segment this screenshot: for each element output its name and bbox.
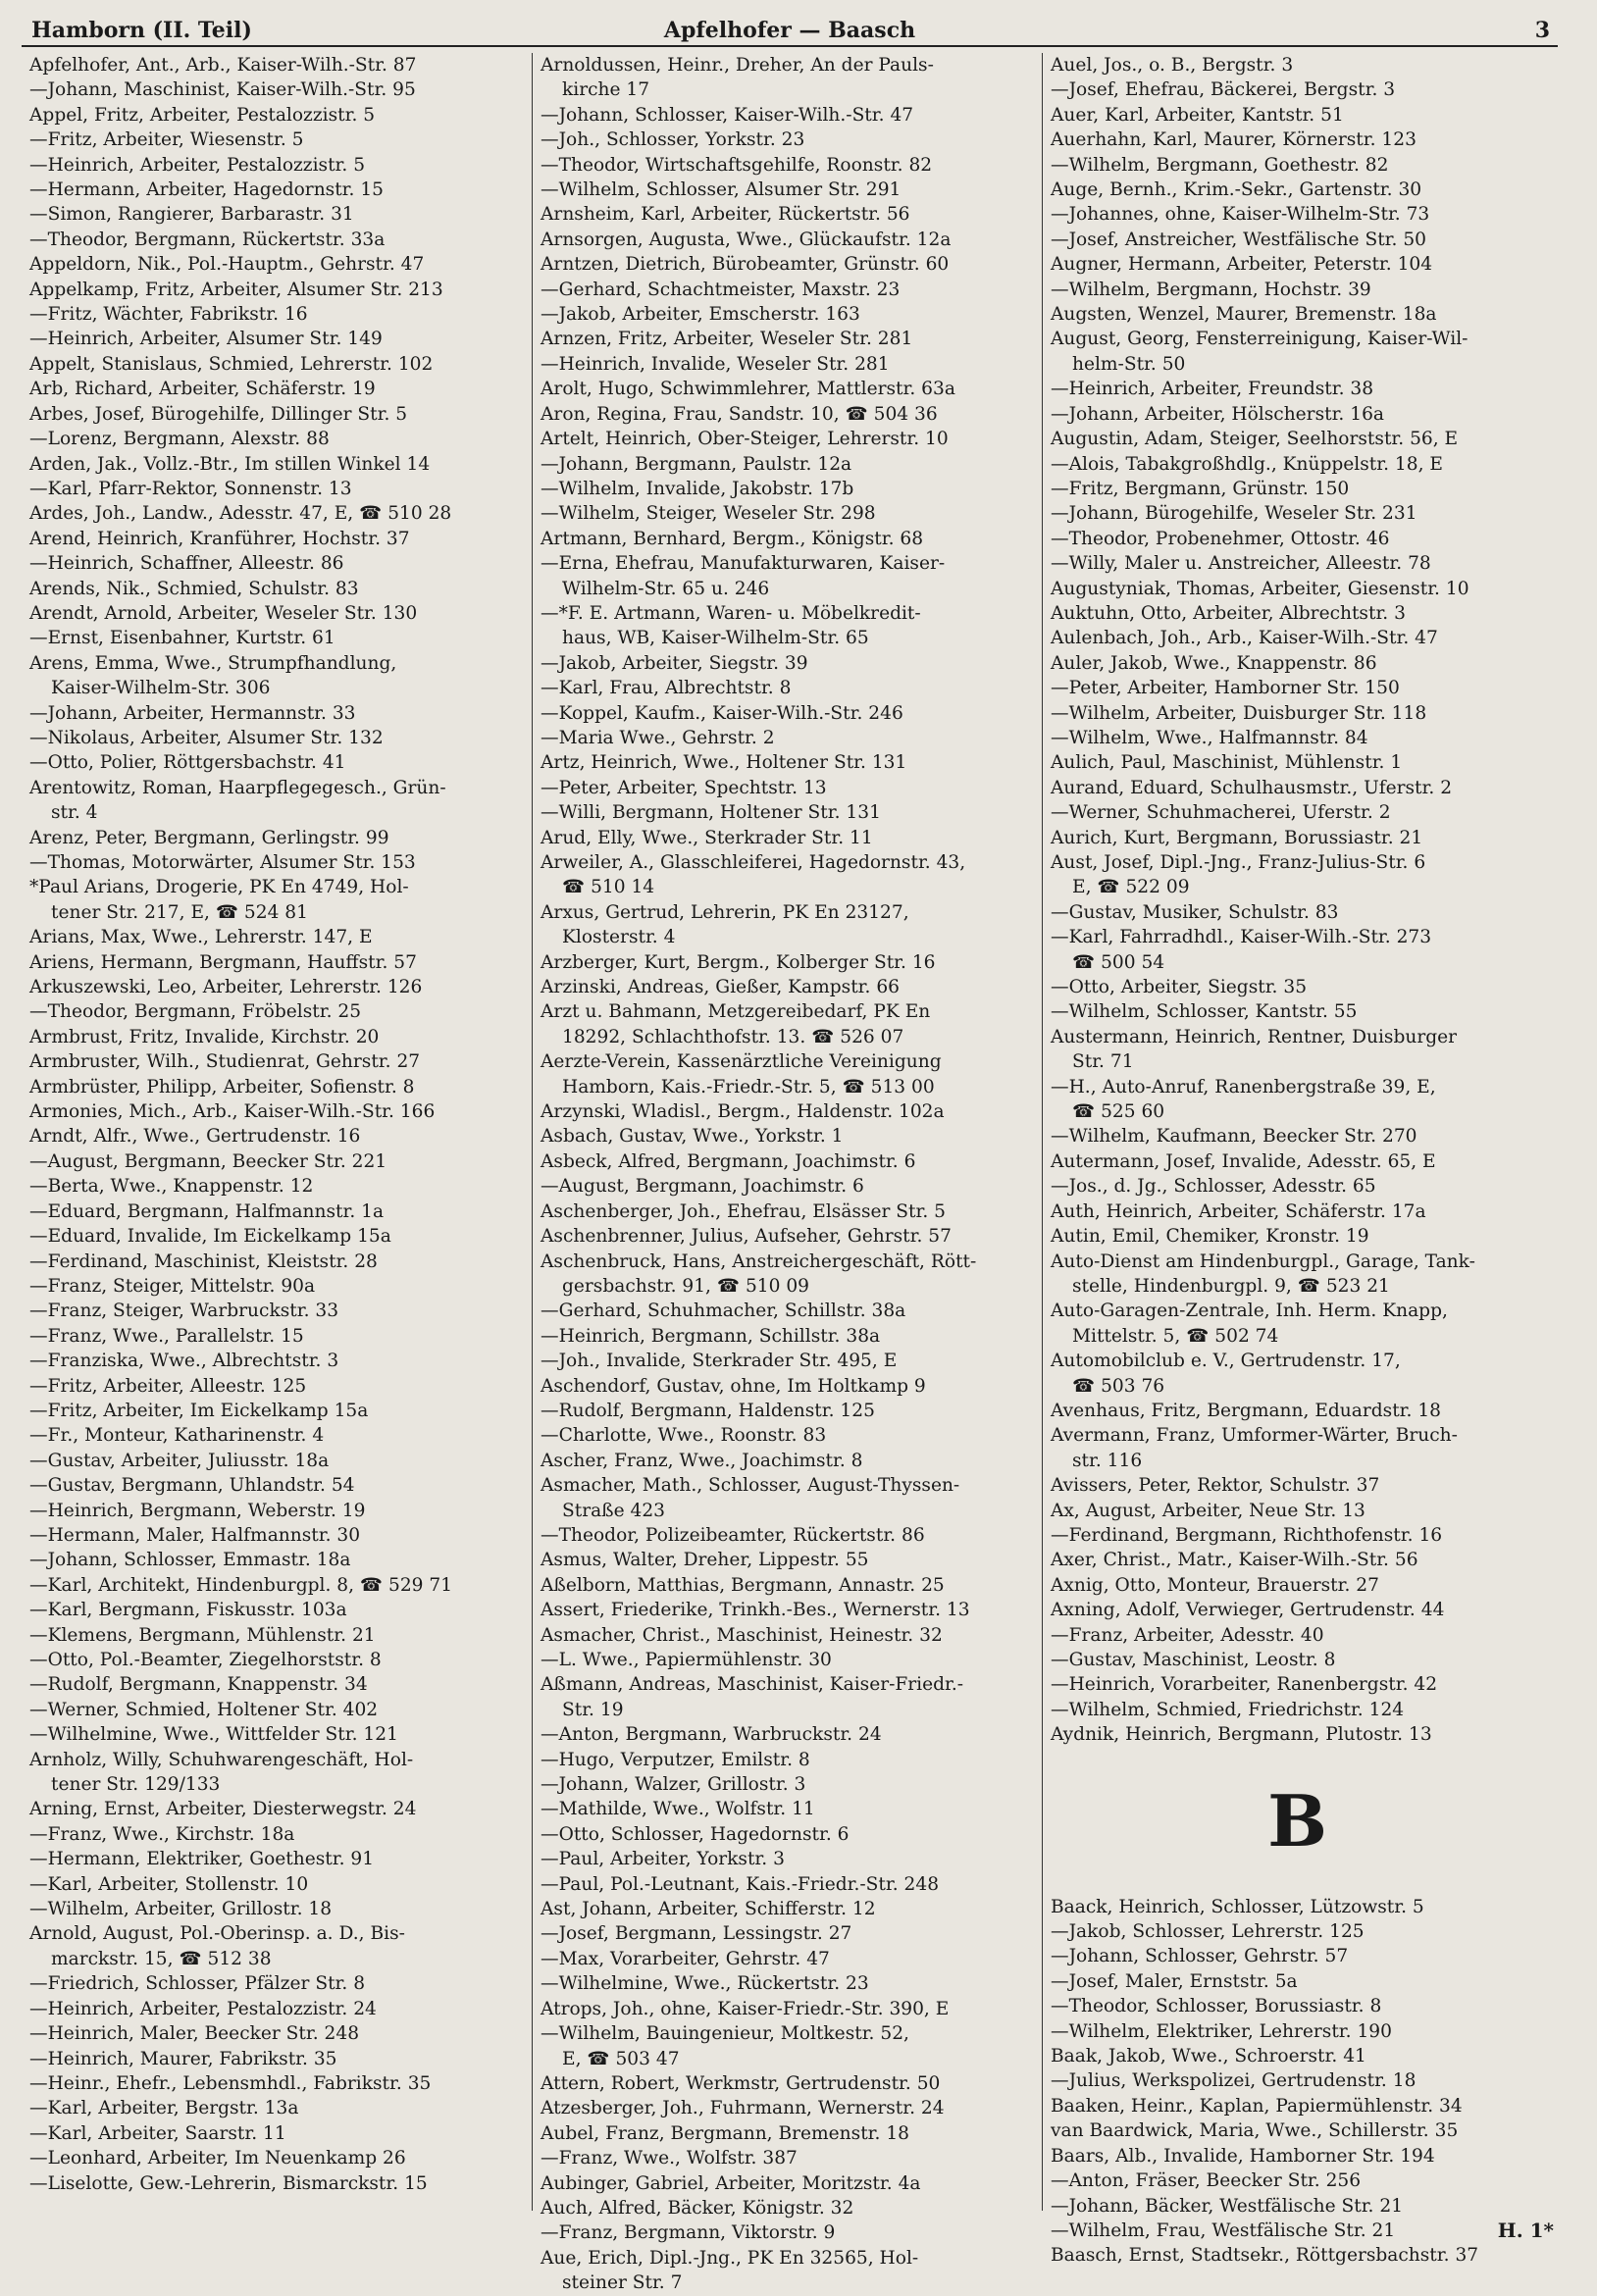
directory-entry: —Otto, Polier, Röttgersbachstr. 41 (29, 752, 346, 774)
directory-entry: Armbrust, Fritz, Invalide, Kirchstr. 20 (29, 1026, 380, 1047)
directory-entry: —Franz, Arbeiter, Adesstr. 40 (1051, 1624, 1324, 1646)
directory-entry: —Heinrich, Arbeiter, Pestalozzistr. 5 (29, 154, 366, 176)
column-3-a-section (1051, 53, 1544, 1748)
directory-entry: Appeldorn, Nik., Pol.-Hauptm., Gehrstr. 47 (29, 254, 425, 276)
directory-entry: Aschenbrenner, Julius, Aufseher, Gehrstr. 57 (541, 1226, 952, 1248)
directory-entry: —Johannes, ohne, Kaiser-Wilhelm-Str. 73 (1051, 204, 1430, 226)
directory-entry: —Wilhelm, Arbeiter, Duisburger Str. 118 (1051, 702, 1427, 724)
directory-entry: Asbach, Gustav, Wwe., Yorkstr. 1 (541, 1126, 844, 1148)
directory-entry: Auer, Karl, Arbeiter, Kantstr. 51 (1051, 104, 1344, 126)
entry-continuation: ☎ 500 54 (1072, 951, 1165, 973)
entry-continuation: tener Str. 217, E, ☎ 524 81 (51, 901, 308, 923)
directory-entry: Arnoldussen, Heinr., Dreher, An der Pauls- (541, 55, 934, 76)
directory-entry: —Franz, Wwe., Kirchstr. 18a (29, 1823, 295, 1845)
directory-entry: —Werner, Schmied, Holtener Str. 402 (29, 1699, 379, 1720)
entry-continuation: kirche 17 (562, 79, 650, 101)
directory-entry: Arendt, Arnold, Arbeiter, Weseler Str. 130 (29, 602, 418, 624)
directory-entry: —Gerhard, Schuhmacher, Schillstr. 38a (541, 1301, 906, 1322)
directory-entry: Aron, Regina, Frau, Sandstr. 10, ☎ 504 36 (541, 403, 938, 425)
directory-entry: —Ferdinand, Bergmann, Richthofenstr. 16 (1051, 1524, 1443, 1546)
directory-entry: —Friedrich, Schlosser, Pfälzer Str. 8 (29, 1973, 366, 1995)
directory-entry: —Thomas, Motorwärter, Alsumer Str. 153 (29, 852, 416, 873)
directory-entry: Arzinski, Andreas, Gießer, Kampstr. 66 (541, 977, 900, 998)
header-title: Apfelhofer — Baasch (663, 18, 916, 43)
directory-entry: Avermann, Franz, Umformer-Wärter, Bruch- (1051, 1425, 1458, 1447)
directory-entry: Aerzte-Verein, Kassenärztliche Vereinigung (541, 1051, 942, 1073)
directory-entry: —Karl, Arbeiter, Bergstr. 13a (29, 2098, 299, 2119)
directory-entry: Baak, Jakob, Wwe., Schroerstr. 41 (1051, 2046, 1366, 2067)
entry-continuation: Kaiser-Wilhelm-Str. 306 (51, 678, 271, 699)
directory-entry: —Theodor, Schlosser, Borussiastr. 8 (1051, 1996, 1382, 2017)
directory-entry: Avissers, Peter, Rektor, Schulstr. 37 (1051, 1475, 1380, 1497)
directory-entry: Appelkamp, Fritz, Arbeiter, Alsumer Str. 213 (29, 279, 443, 300)
directory-entry: Avenhaus, Fritz, Bergmann, Eduardstr. 18 (1051, 1400, 1441, 1421)
directory-entry: Arolt, Hugo, Schwimmlehrer, Mattlerstr. 63a (541, 379, 955, 400)
directory-entry: —Berta, Wwe., Knappenstr. 12 (29, 1176, 314, 1198)
directory-entry: —Wilhelm, Wwe., Halfmannstr. 84 (1051, 727, 1368, 748)
directory-entry: —Paul, Arbeiter, Yorkstr. 3 (541, 1849, 785, 1870)
directory-entry: Asmacher, Math., Schlosser, August-Thyssen- (541, 1475, 960, 1497)
page-header (22, 12, 1558, 47)
entry-continuation: haus, WB, Kaiser-Wilhelm-Str. 65 (562, 628, 869, 649)
directory-entry: —Wilhelm, Bergmann, Goethestr. 82 (1051, 154, 1389, 176)
directory-entry: —Franz, Steiger, Warbruckstr. 33 (29, 1301, 339, 1322)
directory-entry: —Franz, Bergmann, Viktorstr. 9 (541, 2222, 836, 2244)
page-footer-mark: H. 1* (1497, 2219, 1554, 2242)
directory-entry: Arnsheim, Karl, Arbeiter, Rückertstr. 56 (541, 204, 910, 226)
directory-entry: Arnholz, Willy, Schuhwarengeschäft, Hol- (29, 1749, 414, 1770)
directory-entry: —Theodor, Bergmann, Rückertstr. 33a (29, 229, 386, 250)
directory-entry: —Theodor, Probenehmer, Ottostr. 46 (1051, 528, 1390, 549)
directory-entry: Armonies, Mich., Arb., Kaiser-Wilh.-Str. 166 (29, 1101, 436, 1123)
directory-entry: Arians, Max, Wwe., Lehrerstr. 147, E (29, 927, 373, 948)
directory-entry: Aschenbruck, Hans, Anstreichergeschäft, Rött- (541, 1250, 977, 1272)
directory-entry: Aurich, Kurt, Bergmann, Borussiastr. 21 (1051, 827, 1423, 848)
directory-entry: —Heinrich, Bergmann, Schillstr. 38a (541, 1325, 881, 1347)
directory-entry: Armbruster, Wilh., Studienrat, Gehrstr. 27 (29, 1051, 421, 1073)
directory-entry: —Heinrich, Schaffner, Alleestr. 86 (29, 553, 344, 575)
directory-entry: Axnig, Otto, Monteur, Brauerstr. 27 (1051, 1574, 1379, 1596)
header-left: Hamborn (II. Teil) (31, 18, 252, 43)
directory-entry: —Franz, Steiger, Mittelstr. 90a (29, 1275, 316, 1297)
directory-entry: Arentowitz, Roman, Haarpflegegesch., Grün- (29, 777, 446, 798)
directory-entry: Appel, Fritz, Arbeiter, Pestalozzistr. 5 (29, 104, 376, 126)
directory-entry: Axning, Adolf, Verwieger, Gertrudenstr. 44 (1051, 1600, 1445, 1621)
directory-entry: —Gustav, Bergmann, Uhlandstr. 54 (29, 1475, 355, 1497)
directory-entry: Baasch, Ernst, Stadtsekr., Röttgersbachstr. 37 (1051, 2245, 1479, 2267)
directory-entry: —L. Wwe., Papiermühlenstr. 30 (541, 1650, 832, 1670)
directory-entry: —Anton, Bergmann, Warbruckstr. 24 (541, 1724, 882, 1746)
directory-entry: —Wilhelm, Frau, Westfälische Str. 21 (1051, 2219, 1396, 2241)
directory-entry: Auler, Jakob, Wwe., Knappenstr. 86 (1051, 652, 1377, 674)
directory-entry: —Joh., Schlosser, Yorkstr. 23 (541, 129, 805, 151)
directory-entry: —Wilhelm, Bauingenieur, Moltkestr. 52, (541, 2023, 909, 2045)
directory-entry: —*F. E. Artmann, Waren- u. Möbelkredit- (541, 602, 921, 624)
directory-entry: Asmacher, Christ., Maschinist, Heinestr. 32 (541, 1624, 943, 1646)
directory-entry: Arbes, Josef, Bürogehilfe, Dillinger Str. 5 (29, 403, 408, 425)
directory-entry: Arntzen, Dietrich, Bürobeamter, Grünstr. 60 (541, 254, 950, 276)
directory-entry: —Maria Wwe., Gehrstr. 2 (541, 727, 775, 748)
directory-entry: Arning, Ernst, Arbeiter, Diesterwegstr. 24 (29, 1799, 417, 1820)
directory-entry: *Paul Arians, Drogerie, PK En 4749, Hol- (29, 877, 409, 898)
section-letter-b: B (1267, 1778, 1327, 1862)
directory-entry: —Josef, Bergmann, Lessingstr. 27 (541, 1923, 852, 1945)
directory-entry: Augner, Hermann, Arbeiter, Peterstr. 104 (1051, 254, 1433, 276)
directory-entry: Arnzen, Fritz, Arbeiter, Weseler Str. 281 (541, 329, 913, 350)
directory-entry: —Johann, Bürogehilfe, Weseler Str. 231 (1051, 503, 1417, 525)
directory-entry: —Gustav, Musiker, Schulstr. 83 (1051, 901, 1339, 923)
directory-entry: —Josef, Ehefrau, Bäckerei, Bergstr. 3 (1051, 79, 1396, 101)
entry-continuation: str. 4 (51, 802, 98, 824)
directory-entry: —Peter, Arbeiter, Hamborner Str. 150 (1051, 678, 1400, 699)
entry-continuation: E, ☎ 503 47 (562, 2048, 680, 2069)
directory-entry: —Karl, Bergmann, Fiskusstr. 103a (29, 1600, 347, 1621)
directory-entry: —Johann, Schlosser, Emmastr. 18a (29, 1550, 351, 1571)
directory-entry: —Paul, Pol.-Leutnant, Kais.-Friedr.-Str. 248 (541, 1873, 940, 1895)
directory-entry: —Eduard, Bergmann, Halfmannstr. 1a (29, 1200, 385, 1222)
directory-entry: Arzynski, Wladisl., Bergm., Haldenstr. 102a (541, 1101, 945, 1123)
directory-entry: —Heinrich, Vorarbeiter, Ranenbergstr. 42 (1051, 1674, 1438, 1696)
entry-continuation: Klosterstr. 4 (562, 927, 676, 948)
directory-entry: —Koppel, Kaufm., Kaiser-Wilh.-Str. 246 (541, 702, 903, 724)
directory-entry: —Wilhelm, Invalide, Jakobstr. 17b (541, 478, 854, 499)
directory-entry: —Heinrich, Invalide, Weseler Str. 281 (541, 353, 890, 375)
directory-entry: Arnold, August, Pol.-Oberinsp. a. D., Bis- (29, 1923, 405, 1945)
directory-entry: —Heinrich, Arbeiter, Alsumer Str. 149 (29, 329, 383, 350)
directory-entry: Ax, August, Arbeiter, Neue Str. 13 (1051, 1500, 1365, 1521)
directory-entry: Aschendorf, Gustav, ohne, Im Holtkamp 9 (541, 1375, 926, 1397)
entry-continuation: 18292, Schlachthofstr. 13. ☎ 526 07 (562, 1026, 904, 1047)
directory-entry: Atrops, Joh., ohne, Kaiser-Friedr.-Str. 390, E (541, 1998, 950, 2019)
directory-entry: —Eduard, Invalide, Im Eickelkamp 15a (29, 1226, 391, 1248)
directory-entry: Aydnik, Heinrich, Bergmann, Plutostr. 13 (1051, 1724, 1432, 1746)
directory-entry: —Franz, Wwe., Parallelstr. 15 (29, 1325, 304, 1347)
directory-entry: —August, Bergmann, Joachimstr. 6 (541, 1176, 864, 1198)
directory-entry: —Heinrich, Arbeiter, Freundstr. 38 (1051, 379, 1374, 400)
directory-entry: Aust, Josef, Dipl.-Jng., Franz-Julius-Str. 6 (1051, 852, 1426, 873)
directory-entry: —Otto, Arbeiter, Siegstr. 35 (1051, 977, 1308, 998)
directory-entry: —Johann, Arbeiter, Hermannstr. 33 (29, 702, 356, 724)
directory-entry: Asbeck, Alfred, Bergmann, Joachimstr. 6 (541, 1150, 916, 1172)
directory-entry: —Josef, Maler, Ernststr. 5a (1051, 1970, 1298, 1992)
directory-entry: —Theodor, Bergmann, Fröbelstr. 25 (29, 1001, 362, 1023)
directory-entry: —Liselotte, Gew.-Lehrerin, Bismarckstr. 15 (29, 2172, 428, 2194)
directory-entry: —Jakob, Arbeiter, Emscherstr. 163 (541, 304, 860, 326)
directory-entry: Augustin, Adam, Steiger, Seelhorststr. 56, E (1051, 429, 1459, 450)
directory-entry: —Leonhard, Arbeiter, Im Neuenkamp 26 (29, 2148, 406, 2169)
directory-entry: —Karl, Arbeiter, Stollenstr. 10 (29, 1873, 309, 1895)
entry-continuation: stelle, Hindenburgpl. 9, ☎ 523 21 (1072, 1275, 1390, 1297)
directory-entry: Assert, Friederike, Trinkh.-Bes., Wernerstr. 13 (541, 1600, 970, 1621)
directory-entry: Aßelborn, Matthias, Bergmann, Annastr. 25 (541, 1574, 945, 1596)
directory-entry: —Ernst, Eisenbahner, Kurtstr. 61 (29, 628, 335, 649)
directory-entry: —Theodor, Wirtschaftsgehilfe, Roonstr. 82 (541, 154, 933, 176)
directory-entry: Aubel, Franz, Bergmann, Bremenstr. 18 (541, 2122, 909, 2144)
directory-entry: —Heinrich, Arbeiter, Pestalozzistr. 24 (29, 1998, 377, 2019)
directory-entry: Arens, Emma, Wwe., Strumpfhandlung, (29, 652, 397, 674)
directory-entry: Auerhahn, Karl, Maurer, Körnerstr. 123 (1051, 129, 1417, 151)
directory-entry: —Joh., Invalide, Sterkrader Str. 495, E (541, 1351, 898, 1372)
directory-entry: —Theodor, Polizeibeamter, Rückertstr. 86 (541, 1524, 925, 1546)
directory-entry: —Heinrich, Bergmann, Weberstr. 19 (29, 1500, 366, 1521)
directory-entry: —Nikolaus, Arbeiter, Alsumer Str. 132 (29, 727, 384, 748)
directory-entry: Artelt, Heinrich, Ober-Steiger, Lehrerstr. 10 (541, 429, 949, 450)
directory-entry: —Rudolf, Bergmann, Haldenstr. 125 (541, 1400, 875, 1421)
directory-entry: Arweiler, A., Glasschleiferei, Hagedornstr. 43, (541, 852, 966, 873)
directory-entry: Aulenbach, Joh., Arb., Kaiser-Wilh.-Str. 47 (1051, 628, 1438, 649)
directory-entry: Augustyniak, Thomas, Arbeiter, Giesenstr. 10 (1051, 578, 1469, 599)
entry-continuation: str. 116 (1072, 1450, 1143, 1471)
directory-entry: —Jakob, Schlosser, Lehrerstr. 125 (1051, 1921, 1365, 1943)
directory-entry: —Mathilde, Wwe., Wolfstr. 11 (541, 1799, 815, 1820)
directory-entry: —Johann, Bergmann, Paulstr. 12a (541, 453, 852, 475)
directory-entry: —Wilhelm, Kaufmann, Beecker Str. 270 (1051, 1126, 1417, 1148)
directory-entry: —Fritz, Bergmann, Grünstr. 150 (1051, 478, 1350, 499)
directory-entry: Baaken, Heinr., Kaplan, Papiermühlenstr. 34 (1051, 2095, 1463, 2117)
directory-entry: Autin, Emil, Chemiker, Kronstr. 19 (1051, 1226, 1369, 1248)
directory-entry: —Jakob, Arbeiter, Siegstr. 39 (541, 652, 808, 674)
directory-entry: Autermann, Josef, Invalide, Adesstr. 65, E (1051, 1150, 1436, 1172)
directory-entry: Arends, Nik., Schmied, Schulstr. 83 (29, 578, 359, 599)
directory-entry: Appelt, Stanislaus, Schmied, Lehrerstr. 102 (29, 353, 434, 375)
page-number: 3 (1534, 18, 1550, 43)
column-2 (532, 53, 1042, 2294)
directory-entry: Ast, Johann, Arbeiter, Schifferstr. 12 (541, 1899, 876, 1920)
directory-entry: —Wilhelm, Arbeiter, Grillostr. 18 (29, 1899, 333, 1920)
directory-entry: Aue, Erich, Dipl.-Jng., PK En 32565, Hol- (541, 2247, 919, 2269)
directory-entry: Aurand, Eduard, Schulhausmstr., Uferstr. 2 (1051, 777, 1453, 798)
directory-entry: Ascher, Franz, Wwe., Joachimstr. 8 (541, 1450, 863, 1471)
directory-entry: —Hermann, Maler, Halfmannstr. 30 (29, 1524, 361, 1546)
directory-entry: Automobilclub e. V., Gertrudenstr. 17, (1051, 1351, 1401, 1372)
directory-entry: —Ferdinand, Maschinist, Kleiststr. 28 (29, 1250, 378, 1272)
directory-entry: Baack, Heinrich, Schlosser, Lützowstr. 5 (1051, 1896, 1424, 1917)
directory-entry: Arden, Jak., Vollz.-Btr., Im stillen Winkel 14 (29, 453, 431, 475)
entry-continuation: marckstr. 15, ☎ 512 38 (51, 1948, 272, 1969)
directory-entry: —Josef, Anstreicher, Westfälische Str. 50 (1051, 229, 1426, 250)
directory-entry: Arenz, Peter, Bergmann, Gerlingstr. 99 (29, 827, 389, 848)
entry-continuation: ☎ 503 76 (1072, 1375, 1165, 1397)
directory-entry: —Werner, Schuhmacherei, Uferstr. 2 (1051, 802, 1391, 824)
directory-entry: —Jos., d. Jg., Schlosser, Adesstr. 65 (1051, 1176, 1376, 1198)
directory-entry: Auto-Garagen-Zentrale, Inh. Herm. Knapp, (1051, 1301, 1448, 1322)
directory-entry: Baars, Alb., Invalide, Hamborner Str. 194 (1051, 2145, 1435, 2167)
entry-continuation: E, ☎ 522 09 (1072, 877, 1190, 898)
directory-entry: —Wilhelm, Elektriker, Lehrerstr. 190 (1051, 2020, 1392, 2042)
directory-entry: —Karl, Fahrradhdl., Kaiser-Wilh.-Str. 273 (1051, 927, 1432, 948)
directory-entry: —Gustav, Arbeiter, Juliusstr. 18a (29, 1450, 330, 1471)
directory-entry: —Gerhard, Schachtmeister, Maxstr. 23 (541, 279, 901, 300)
directory-entry: —Franziska, Wwe., Albrechtstr. 3 (29, 1351, 339, 1372)
directory-entry: August, Georg, Fensterreinigung, Kaiser-Wil- (1051, 329, 1468, 350)
directory-entry: —Erna, Ehefrau, Manufakturwaren, Kaiser- (541, 553, 946, 575)
directory-entry: —Willy, Maler u. Anstreicher, Alleestr. 78 (1051, 553, 1431, 575)
directory-entry: —Fritz, Arbeiter, Alleestr. 125 (29, 1375, 307, 1397)
directory-entry: —Fritz, Arbeiter, Wiesenstr. 5 (29, 129, 304, 151)
directory-entry: —Otto, Schlosser, Hagedornstr. 6 (541, 1823, 850, 1845)
directory-entry: —H., Auto-Anruf, Ranenbergstraße 39, E, (1051, 1076, 1436, 1097)
directory-entry: —Johann, Maschinist, Kaiser-Wilh.-Str. 95 (29, 79, 416, 101)
entry-continuation: Str. 71 (1072, 1051, 1134, 1073)
directory-entry: —Willi, Bergmann, Holtener Str. 131 (541, 802, 881, 824)
entry-continuation: Mittelstr. 5, ☎ 502 74 (1072, 1325, 1279, 1347)
directory-entry: —Simon, Rangierer, Barbarastr. 31 (29, 204, 354, 226)
entry-continuation: gersbachstr. 91, ☎ 510 09 (562, 1275, 810, 1297)
directory-entry: —Heinrich, Maurer, Fabrikstr. 35 (29, 2048, 337, 2069)
directory-entry: —Johann, Bäcker, Westfälische Str. 21 (1051, 2195, 1404, 2217)
directory-entry: —Rudolf, Bergmann, Knappenstr. 34 (29, 1674, 368, 1696)
entry-continuation: ☎ 525 60 (1072, 1101, 1165, 1123)
directory-entry: —Wilhelm, Schmied, Friedrichstr. 124 (1051, 1699, 1405, 1720)
directory-entry: —Johann, Schlosser, Gehrstr. 57 (1051, 1946, 1349, 1967)
directory-entry: Aulich, Paul, Maschinist, Mühlenstr. 1 (1051, 752, 1403, 774)
entry-continuation: helm-Str. 50 (1072, 353, 1186, 375)
entry-continuation: Hamborn, Kais.-Friedr.-Str. 5, ☎ 513 00 (562, 1076, 935, 1097)
directory-entry: Auel, Jos., o. B., Bergstr. 3 (1051, 55, 1294, 76)
directory-entry: —Johann, Walzer, Grillostr. 3 (541, 1774, 806, 1796)
directory-entry: Axer, Christ., Matr., Kaiser-Wilh.-Str. 56 (1051, 1550, 1418, 1571)
directory-entry: Arkuszewski, Leo, Arbeiter, Lehrerstr. 126 (29, 977, 423, 998)
column-3-b-section (1051, 1895, 1544, 2269)
directory-entry: —Karl, Pfarr-Rektor, Sonnenstr. 13 (29, 478, 352, 499)
directory-entry: —Hermann, Arbeiter, Hagedornstr. 15 (29, 179, 385, 201)
directory-entry: —Fritz, Arbeiter, Im Eickelkamp 15a (29, 1400, 369, 1421)
directory-entry: Aschenberger, Joh., Ehefrau, Elsässer Str. 5 (541, 1200, 947, 1222)
directory-entry: Auch, Alfred, Bäcker, Königstr. 32 (541, 2197, 854, 2219)
directory-entry: —Klemens, Bergmann, Mühlenstr. 21 (29, 1624, 376, 1646)
directory-entry: Augsten, Wenzel, Maurer, Bremenstr. 18a (1051, 304, 1437, 326)
directory-entry: —Karl, Frau, Albrechtstr. 8 (541, 678, 792, 699)
directory-entry: —Johann, Schlosser, Kaiser-Wilh.-Str. 47 (541, 104, 914, 126)
directory-entry: —Hugo, Verputzer, Emilstr. 8 (541, 1749, 810, 1770)
directory-entry: Auth, Heinrich, Arbeiter, Schäferstr. 17a (1051, 1200, 1426, 1222)
directory-entry: —Karl, Architekt, Hindenburgpl. 8, ☎ 529 71 (29, 1574, 453, 1596)
directory-entry: —Peter, Arbeiter, Spechtstr. 13 (541, 777, 827, 798)
directory-entry: —Johann, Arbeiter, Hölscherstr. 16a (1051, 403, 1384, 425)
directory-entry: Arud, Elly, Wwe., Sterkrader Str. 11 (541, 827, 873, 848)
directory-entry: Arnsorgen, Augusta, Wwe., Glückaufstr. 12a (541, 229, 952, 250)
directory-entry: Arend, Heinrich, Kranführer, Hochstr. 37 (29, 528, 410, 549)
directory-entry: Artz, Heinrich, Wwe., Holtener Str. 131 (541, 752, 907, 774)
directory-entry: Auktuhn, Otto, Arbeiter, Albrechtstr. 3 (1051, 602, 1406, 624)
directory-entry: Auto-Dienst am Hindenburgpl., Garage, Tank- (1051, 1250, 1475, 1272)
entry-continuation: tener Str. 129/133 (51, 1774, 221, 1796)
directory-entry: Artmann, Bernhard, Bergm., Königstr. 68 (541, 528, 924, 549)
directory-entry: van Baardwick, Maria, Wwe., Schillerstr. 35 (1051, 2120, 1459, 2142)
directory-entry: Aßmann, Andreas, Maschinist, Kaiser-Friedr.- (541, 1674, 964, 1696)
directory-entry: —Franz, Wwe., Wolfstr. 387 (541, 2148, 798, 2169)
directory-entry: Arzberger, Kurt, Bergm., Kolberger Str. 16 (541, 951, 936, 973)
directory-entry: —Wilhelmine, Wwe., Wittfelder Str. 121 (29, 1724, 398, 1746)
directory-entry: —Fr., Monteur, Katharinenstr. 4 (29, 1425, 325, 1447)
entry-continuation: ☎ 510 14 (562, 877, 655, 898)
directory-entry: Atzesberger, Joh., Fuhrmann, Wernerstr. 24 (541, 2098, 945, 2119)
directory-entry: —Julius, Werkspolizei, Gertrudenstr. 18 (1051, 2070, 1417, 2092)
directory-entry: —Wilhelmine, Wwe., Rückertstr. 23 (541, 1973, 869, 1995)
directory-entry: —Wilhelm, Schlosser, Kantstr. 55 (1051, 1001, 1358, 1023)
directory-entry: —Heinrich, Maler, Beecker Str. 248 (29, 2023, 360, 2045)
directory-entry: Aubinger, Gabriel, Arbeiter, Moritzstr. 4a (541, 2172, 921, 2194)
directory-entry: —Karl, Arbeiter, Saarstr. 11 (29, 2122, 286, 2144)
entry-continuation: Straße 423 (562, 1500, 666, 1521)
directory-entry: —Charlotte, Wwe., Roonstr. 83 (541, 1425, 827, 1447)
directory-entry: —Max, Vorarbeiter, Gehrstr. 47 (541, 1948, 830, 1969)
entry-continuation: steiner Str. 7 (562, 2272, 683, 2294)
directory-entry: —Lorenz, Bergmann, Alexstr. 88 (29, 429, 330, 450)
directory-entry: Arb, Richard, Arbeiter, Schäferstr. 19 (29, 379, 376, 400)
directory-entry: —Heinr., Ehefr., Lebensmhdl., Fabrikstr. 35 (29, 2072, 432, 2094)
directory-entry: —Hermann, Elektriker, Goethestr. 91 (29, 1849, 375, 1870)
directory-entry: Auge, Bernh., Krim.-Sekr., Gartenstr. 30 (1051, 179, 1422, 201)
directory-entry: Arzt u. Bahmann, Metzgereibedarf, PK En (541, 1001, 931, 1023)
directory-entry: —Otto, Pol.-Beamter, Ziegelhorststr. 8 (29, 1650, 382, 1670)
directory-entry: —Alois, Tabakgroßhdlg., Knüppelstr. 18, E (1051, 453, 1443, 475)
entry-continuation: Wilhelm-Str. 65 u. 246 (562, 578, 770, 599)
directory-entry: Attern, Robert, Werkmstr, Gertrudenstr. 50 (541, 2072, 941, 2094)
directory-entry: —Gustav, Maschinist, Leostr. 8 (1051, 1650, 1336, 1670)
directory-entry: Arndt, Alfr., Wwe., Gertrudenstr. 16 (29, 1126, 361, 1148)
column-1 (22, 53, 532, 2211)
directory-entry: Armbrüster, Philipp, Arbeiter, Sofienstr. 8 (29, 1076, 415, 1097)
directory-entry: Austermann, Heinrich, Rentner, Duisburger (1051, 1026, 1458, 1047)
entry-continuation: Str. 19 (562, 1699, 624, 1720)
directory-entry: —August, Bergmann, Beecker Str. 221 (29, 1150, 387, 1172)
directory-entry: —Fritz, Wächter, Fabrikstr. 16 (29, 304, 308, 326)
directory-entry: Asmus, Walter, Dreher, Lippestr. 55 (541, 1550, 869, 1571)
directory-entry: Apfelhofer, Ant., Arb., Kaiser-Wilh.-Str. 87 (29, 55, 417, 76)
directory-entry: Ariens, Hermann, Bergmann, Hauffstr. 57 (29, 951, 417, 973)
directory-entry: —Wilhelm, Steiger, Weseler Str. 298 (541, 503, 876, 525)
directory-entry: Ardes, Joh., Landw., Adesstr. 47, E, ☎ 510 28 (29, 503, 452, 525)
directory-entry: —Anton, Fräser, Beecker Str. 256 (1051, 2170, 1362, 2192)
directory-entry: Arxus, Gertrud, Lehrerin, PK En 23127, (541, 901, 909, 923)
directory-entry: —Wilhelm, Bergmann, Hochstr. 39 (1051, 279, 1371, 300)
directory-entry: —Wilhelm, Schlosser, Alsumer Str. 291 (541, 179, 902, 201)
